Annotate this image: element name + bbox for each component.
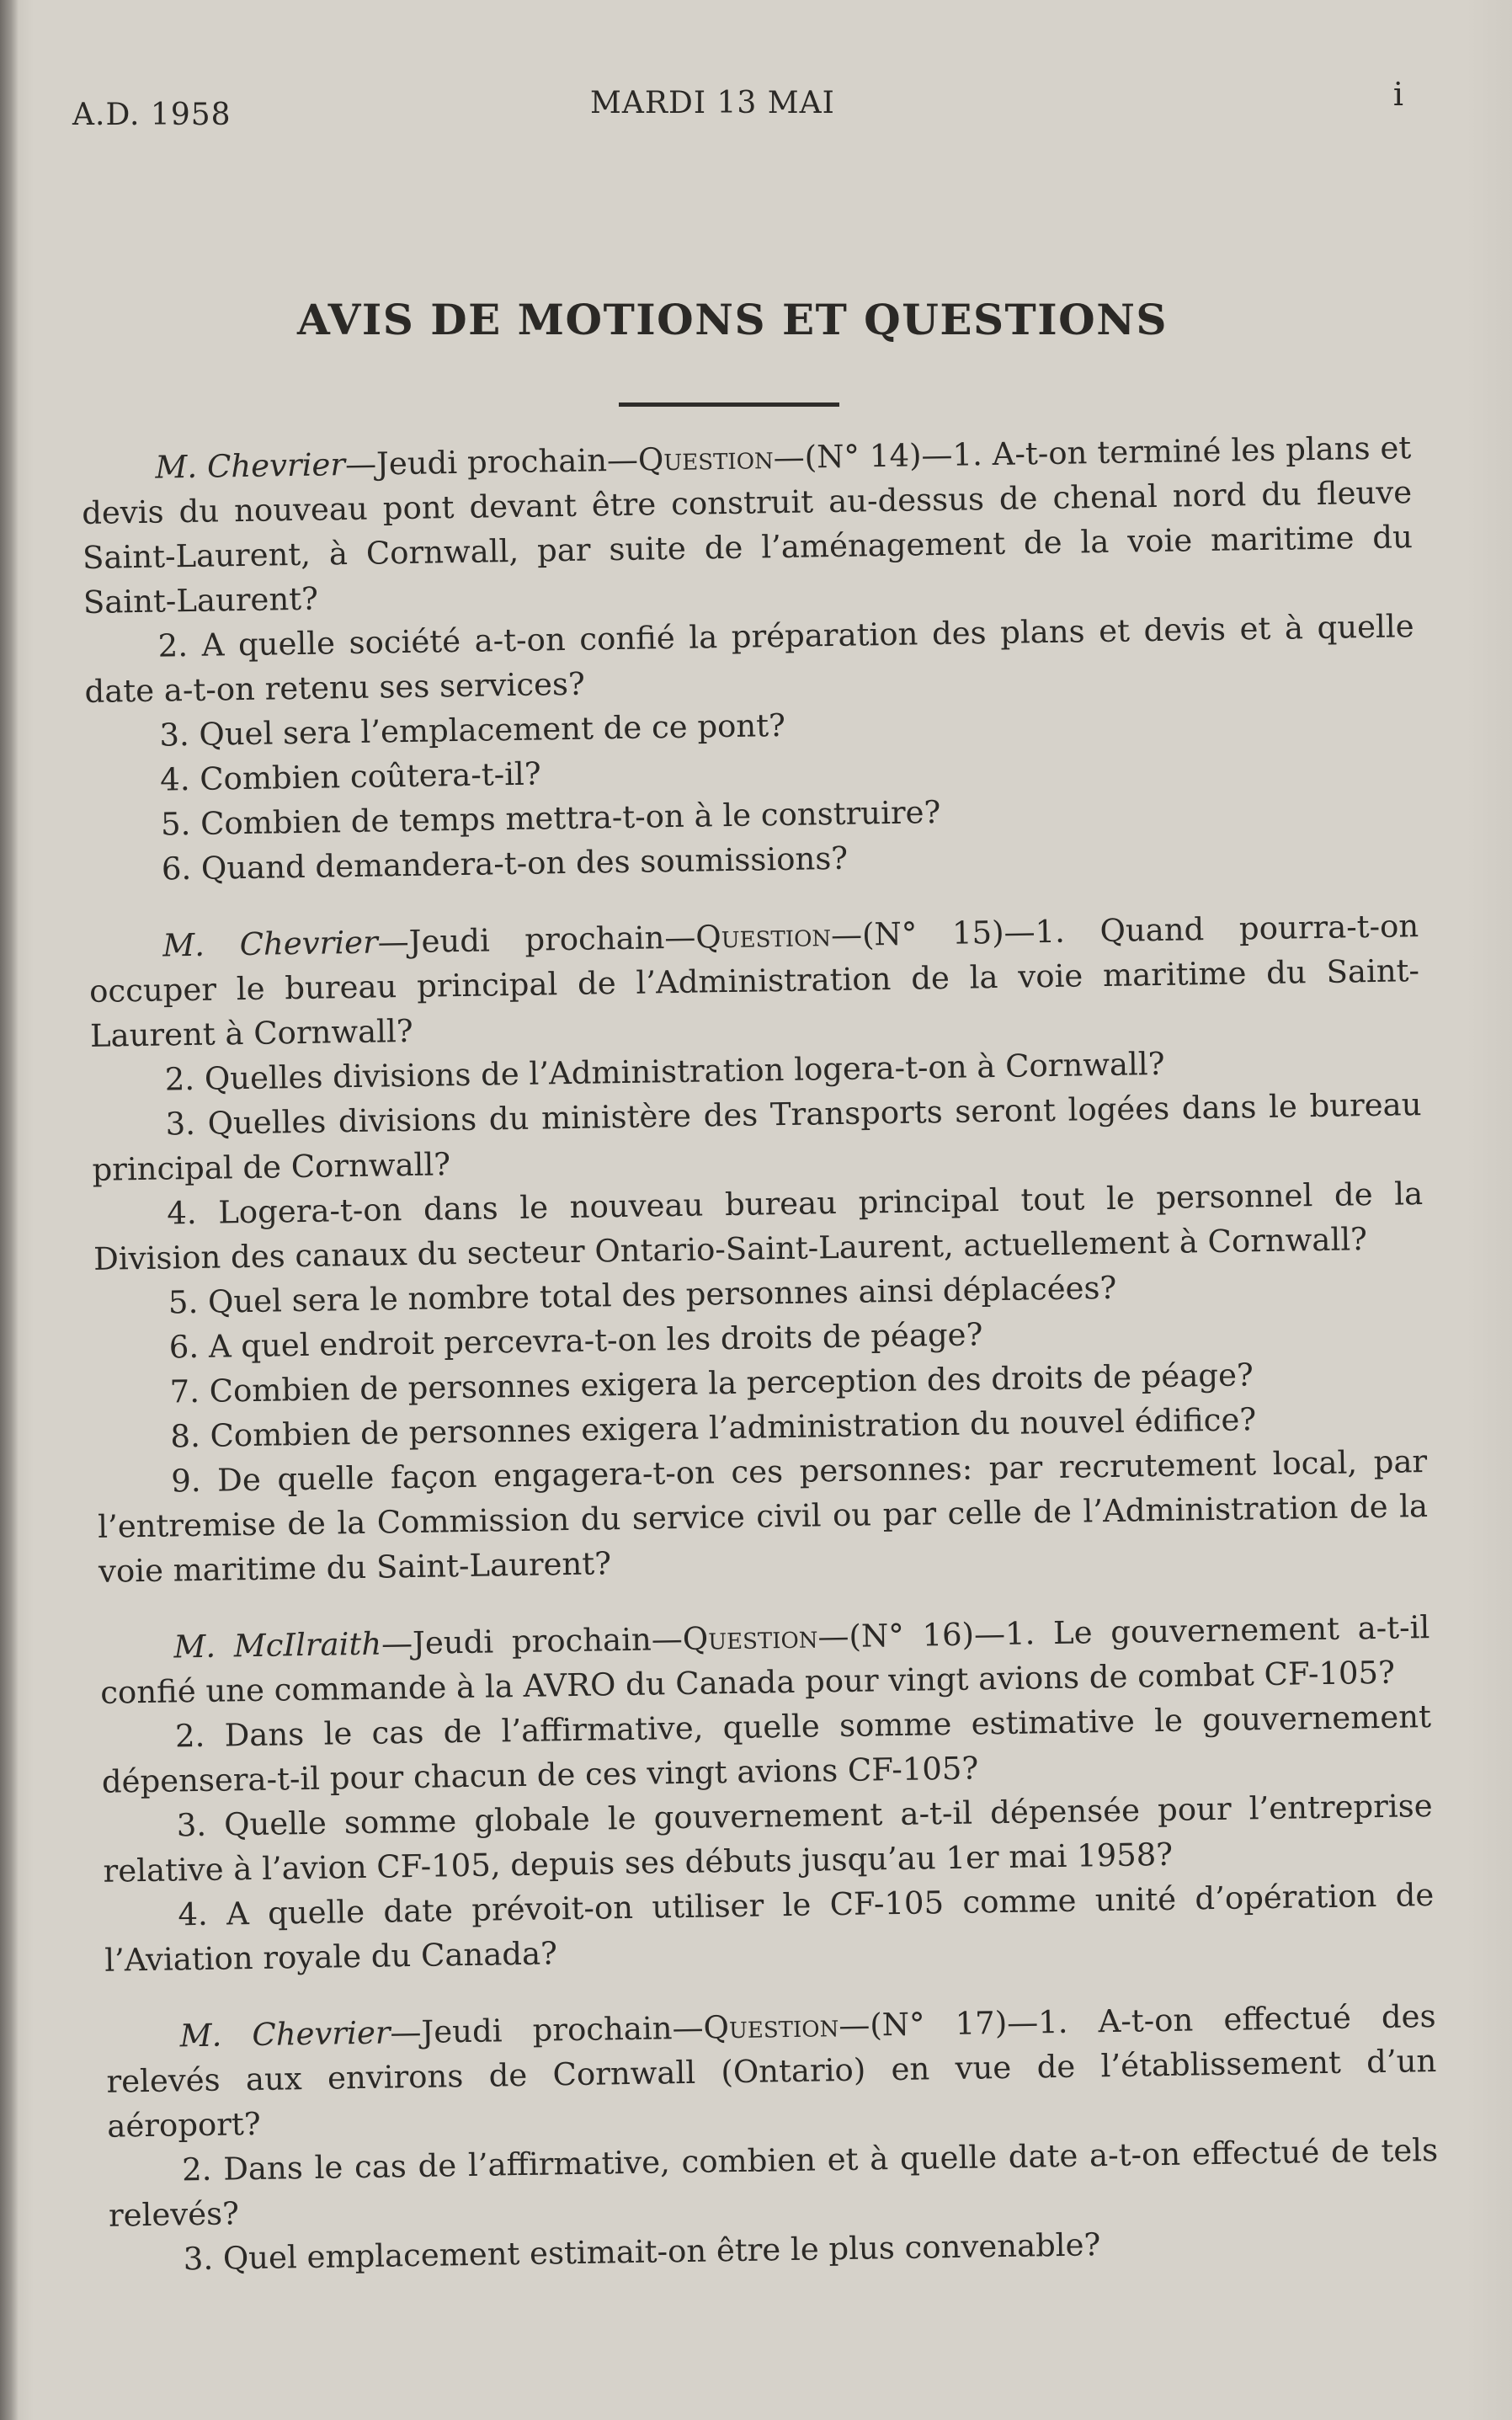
notices-body (81, 425, 1440, 2315)
question-item: 3. Quel emplacement estimait-on être le plus convenable? (183, 2226, 1101, 2278)
notice-lead: —(N° 15)—1. Quand pourra-t-on occuper le bureau principal de l’Administration de la voie maritime du Saint-Laurent à Cornwall? (88, 908, 1420, 1054)
question-item: 8. Combien de personnes exigera l’administration du nouvel édifice? (170, 1401, 1257, 1455)
member-name: M. Chevrier (179, 2014, 391, 2055)
question-item: 9. De quelle façon engagera-t-on ces personnes: par recrutement local, par l’entremise de la Commission du service civil ou par celle de l’Administration de la voie maritime du Saint-Laurent? (97, 1443, 1429, 1590)
notice-intro: —Jeudi prochain— (377, 919, 696, 961)
question-word: Question (682, 1618, 818, 1657)
member-name: M. Chevrier (155, 446, 346, 486)
notice-q15 (88, 904, 1429, 1594)
notice-q14 (81, 425, 1418, 893)
member-name: M. McIlraith (173, 1625, 382, 1666)
notice-q16 (99, 1605, 1435, 1983)
question-item: 3. Quelle somme globale le gouvernement a-t-il dépensée pour l’entreprise relative à l’avion CF-105, depuis ses débuts jusqu’au 1er mai 1958? (103, 1787, 1433, 1890)
title-divider (619, 402, 839, 407)
notice-lead: —(N° 17)—1. A-t-on effectué des relevés aux environs de Cornwall (Ontario) en vue de l’établissement d’un aéroport? (106, 1997, 1437, 2145)
question-item: 2. Quelles divisions de l’Administration logera-t-on à Cornwall? (164, 1045, 1165, 1098)
header-year: A.D. 1958 (72, 98, 232, 132)
question-item: 3. Quel sera l’emplacement de ce pont? (159, 706, 786, 754)
question-item: 2. Dans le cas de l’affirmative, combien et à quelle date a-t-on effectué de tels relevés? (108, 2131, 1439, 2234)
question-item: 7. Combien de personnes exigera la perception des droits de péage? (169, 1357, 1254, 1410)
question-item: 5. Quel sera le nombre total des personnes ainsi déplacées? (168, 1269, 1117, 1321)
question-item: 4. Logera-t-on dans le nouveau bureau principal tout le personnel de la Division des canaux du secteur Ontario-Saint-Laurent, actuellement à Cornwall? (93, 1175, 1424, 1277)
page-number: i (1392, 76, 1404, 113)
notice-lead-paragraph (81, 425, 1414, 625)
question-item: 6. A quel endroit percevra-t-on les droits de péage? (168, 1316, 983, 1366)
notice-q17 (105, 1994, 1440, 2283)
notice-intro: —Jeudi prochain— (390, 2009, 704, 2051)
question-item: 4. Combien coûtera-t-il? (159, 755, 541, 798)
notice-intro: —Jeudi prochain— (381, 1620, 684, 1662)
question-word: Question (695, 917, 832, 956)
question-item: 5. Combien de temps mettra-t-on à le construire? (160, 794, 941, 843)
question-word: Question (703, 2007, 839, 2046)
notice-lead: —(N° 16)—1. Le gouvernement a-t-il confié une commande à la AVRO du Canada pour vingt avions de combat CF-105? (99, 1609, 1430, 1711)
question-item: 4. A quelle date prévoit-on utiliser le CF-105 comme unité d’opération de l’Aviation royale du Canada? (104, 1876, 1435, 1979)
question-word: Question (637, 440, 775, 478)
notice-lead: —(N° 14)—1. A-t-on terminé les plans et devis du nouveau pont devant être construit au-dessus de chenal nord du fleuve Saint-Laurent, à Cornwall, par suite de l’aménagement de la voie maritime du Saint-Laurent? (81, 429, 1414, 621)
header-date: MARDI 13 MAI (590, 86, 835, 120)
notice-lead-paragraph (105, 1994, 1437, 2149)
question-item: 3. Quelles divisions du ministère des Transports seront logées dans le bureau principal de Cornwall? (92, 1086, 1422, 1188)
page-title: AVIS DE MOTIONS ET QUESTIONS (296, 295, 1169, 344)
running-head (72, 76, 1404, 133)
question-item: 2. A quelle société a-t-on confié la préparation des plans et devis et à quelle date a-t-on retenu ses services? (84, 608, 1414, 710)
member-name: M. Chevrier (162, 924, 379, 964)
notice-intro: —Jeudi prochain— (344, 441, 639, 483)
binding-edge (0, 0, 19, 2420)
question-item: 2. Dans le cas de l’affirmative, quelle somme estimative le gouvernement dépensera-t-il pour chacun de ces vingt avions CF-105? (101, 1698, 1432, 1800)
question-item: 6. Quand demandera-t-on des soumissions? (161, 840, 849, 888)
notice-lead-paragraph (88, 904, 1420, 1058)
